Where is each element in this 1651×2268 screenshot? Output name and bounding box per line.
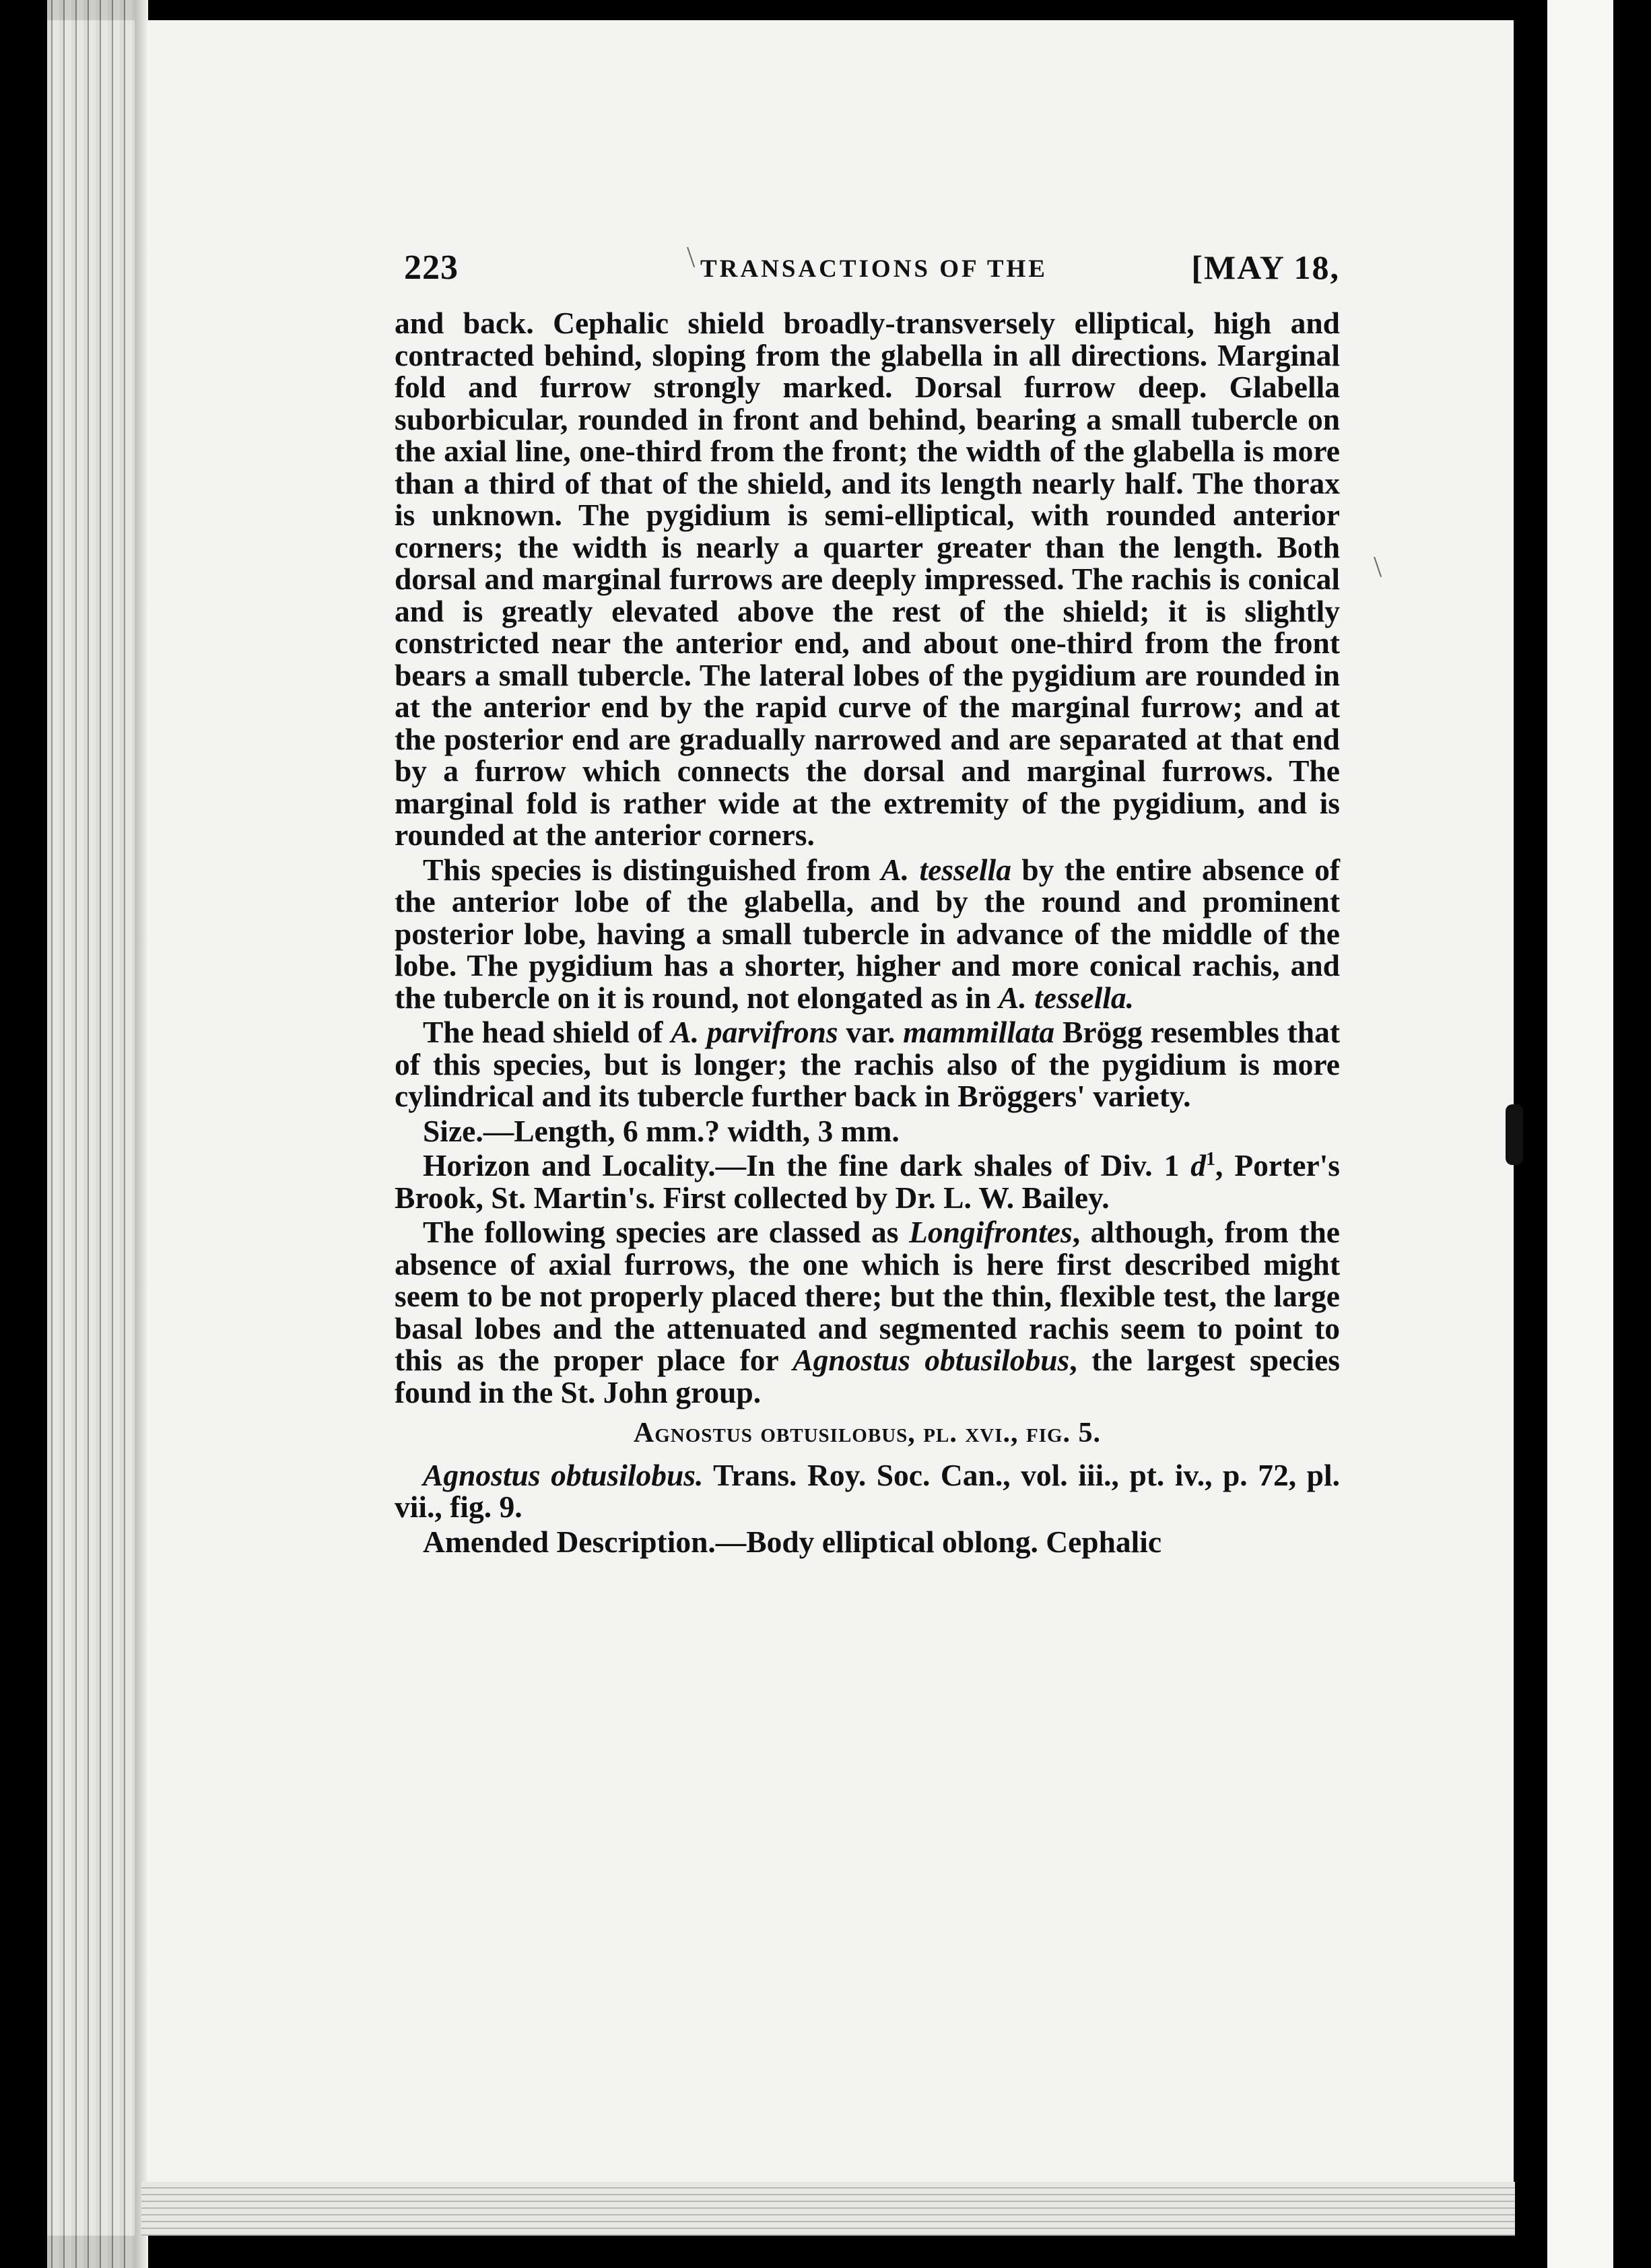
stray-mark-2: \ bbox=[1374, 550, 1382, 583]
division-superscript: 1 bbox=[1206, 1148, 1216, 1170]
species-heading: Agnostus obtusilobus, pl. xvi., fig. 5. bbox=[633, 1418, 1102, 1448]
paragraph-3-text-c: Brögg resembles that of this species, but is longer; the rachis also of the pygidium is more cylindrical and its tubercle further back in Bröggers' variety. bbox=[395, 1015, 1340, 1113]
paragraph-2-text-b: by the entire absence of the anterior lobe of the glabella, and by the round and prominent posterior lobe, having a small tubercle in advance of the middle of the lobe. The pygidium has a shorter, higher and more conical rachis, and the tubercle on it is round, not elongated as in bbox=[395, 852, 1340, 1015]
running-title: TRANSACTIONS OF THE bbox=[700, 255, 1048, 283]
division-symbol: d bbox=[1190, 1148, 1207, 1182]
paragraph-6 bbox=[395, 1216, 1340, 1408]
paragraph-1: and back. Cephalic shield broadly-transversely elliptical, high and contracted behind, sloping from the glabella in all directions. Marginal fold and furrow strongly marked. Dorsal furrow deep. Glabella suborbicular, rounded in front and behind, bearing a small tubercle on the axial line, one-third from the front; the width of the glabella is more than a third of that of the shield, and its length nearly half. The thorax is unknown. The pygidium is semi-elliptical, with rounded anterior corners; the width is nearly a quarter greater than the length. Both dorsal and marginal furrows are deeply impressed. The rachis is conical and is greatly elevated above the rest of the shield; it is slightly constricted near the anterior end, and about one-third from the front bears a small tubercle. The lateral lobes of the pygidium are rounded in at the anterior end by the rapid curve of the marginal furrow; and at the posterior end are gradually narrowed and are separated at that end by a furrow which connects the dorsal and marginal furrows. The marginal fold is rather wide at the extremity of the pygidium, and is rounded at the anterior corners. bbox=[395, 306, 1340, 852]
variety-name: mammillata bbox=[903, 1015, 1055, 1049]
paragraph-reference-text: Trans. Roy. Soc. Can., vol. iii., pt. iv., p. 72, pl. vii., fig. 9. bbox=[395, 1457, 1340, 1524]
species-name: Agnostus obtusilobus bbox=[793, 1343, 1070, 1377]
paragraph-horizon bbox=[395, 1149, 1340, 1213]
page-number: 223 bbox=[404, 248, 459, 287]
page-edge-stack-bottom bbox=[141, 2182, 1515, 2236]
paragraph-2 bbox=[395, 854, 1340, 1014]
running-head bbox=[404, 248, 1340, 288]
paragraph-reference bbox=[395, 1459, 1340, 1523]
page-edge-shadow bbox=[135, 0, 148, 2268]
species-name: A. tessella bbox=[881, 852, 1011, 887]
paragraph-3 bbox=[395, 1016, 1340, 1112]
paragraph-2-text-a: This species is distinguished from bbox=[423, 852, 881, 887]
body-text bbox=[395, 307, 1340, 1560]
paragraph-3-text-b: var. bbox=[838, 1015, 904, 1049]
paragraph-horizon-text-b: , Porter's Brook, St. Martin's. First collected by Dr. L. W. Bailey. bbox=[395, 1148, 1340, 1215]
species-name: Agnostus obtusilobus. bbox=[423, 1457, 704, 1492]
paragraph-size: Size.—Length, 6 mm.? width, 3 mm. bbox=[423, 1113, 900, 1148]
stray-mark-1: \ bbox=[687, 240, 696, 273]
paragraph-amended: Amended Description.—Body elliptical oblong. Cephalic bbox=[423, 1524, 1162, 1559]
paragraph-6-text-c: , the largest species found in the St. John group. bbox=[395, 1343, 1340, 1409]
species-name: A. tessella. bbox=[999, 980, 1134, 1015]
paragraph-6-text-b: , although, from the absence of axial furrows, the one which is here first described might seem to be not properly placed there; but the thin, flexible test, the large basal lobes and the attenuated and segmented rachis seem to point to this as the proper place for bbox=[395, 1215, 1341, 1377]
running-date: [MAY 18, bbox=[1191, 248, 1340, 286]
page-edge-stack-left bbox=[47, 0, 141, 2268]
paragraph-6-text-a: The following species are classed as bbox=[423, 1215, 910, 1249]
scan-border-right bbox=[1613, 0, 1651, 2268]
paragraph-horizon-text-a: Horizon and Locality.—In the fine dark shales of Div. 1 bbox=[423, 1148, 1191, 1182]
group-name: Longifrontes bbox=[909, 1215, 1073, 1249]
paragraph-3-text-a: The head shield of bbox=[423, 1015, 671, 1049]
binding-mark bbox=[1506, 1104, 1523, 1165]
species-name: A. parvifrons bbox=[671, 1015, 838, 1049]
